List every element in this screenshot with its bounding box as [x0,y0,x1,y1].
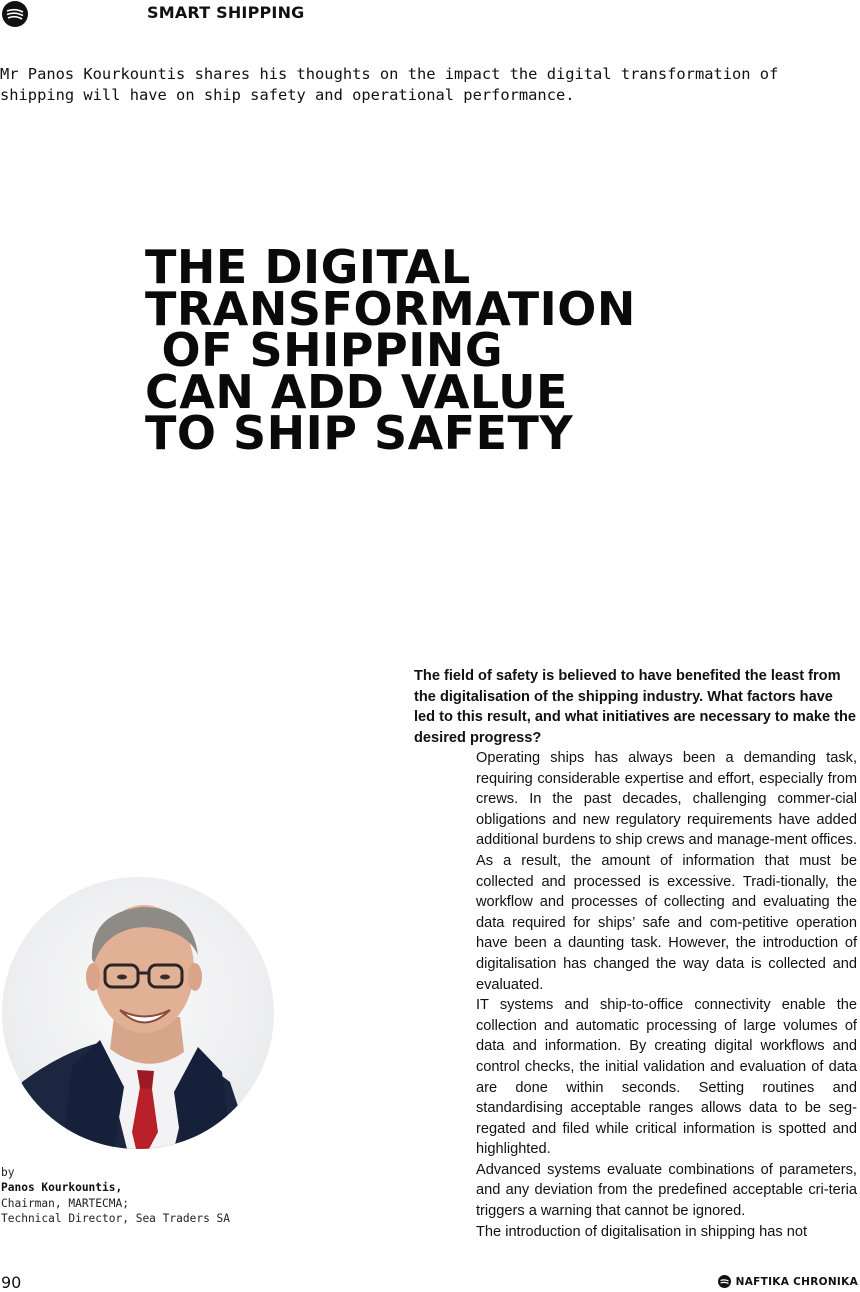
author-byline [1,1165,301,1227]
headline-line: CAN ADD VALUE [145,364,568,419]
headline-line: THE DIGITAL [145,240,471,294]
headline-line: TRANSFORMATION [145,281,636,336]
publication-name [718,1275,858,1288]
article-headline [145,240,705,460]
body-paragraph: Advanced systems evaluate combinations of parameters, and any deviation from the predefined acceptable cri-teria triggers a warning that cannot be ignored. [476,1161,857,1220]
body-paragraph: Operating ships has always been a demanding task, requiring considerable expertise and effort, especially from crews. In the past decades, challenging commer-cial obligations and new regulatory requirements have added additional burdens to ship crews and manage-ment offices. As a result, the amount of information that must be collected and processed is excessive. Tradi-tionally, the workflow and processes of collecting and evaluating the data required for ships’ safe and com-petitive operation have been a daunting task. However, the introduction of digitalisation has changed the way data is collected and evaluated. [476,750,858,993]
headline-line: TO SHIP SAFETY [145,406,574,460]
author-name: Panos Kourkountis, [1,1181,123,1195]
body-paragraph: IT systems and ship-to-office connectivity enable the collection and automatic processing of large volumes of data and information. By creating digital workflows and control checks, the initial validation and evaluation of data are done within seconds. Setting routines and standardising acceptable ranges allows data to be seg-regated and filed while critical information is spotted and highlighted. [476,997,857,1158]
page-number: 90 [1,1273,22,1292]
publication-label: NAFTIKA CHRONIKA [735,1275,858,1288]
author-portrait [2,877,274,1149]
article-lead: Mr Panos Kourkountis shares his thoughts on the impact the digital transformation of shipping will have on ship safety and operational performance. [0,65,779,104]
byline-prefix: by [1,1166,15,1179]
section-label: SMART SHIPPING [147,3,305,22]
naftika-logo-icon [718,1275,731,1288]
author-role: Chairman, MARTECMA; [1,1196,129,1210]
body-paragraph: The introduction of digitalisation in shipping has not [476,1223,808,1240]
article-body [476,748,857,1242]
wave-circle-icon [2,1,28,27]
author-role: Technical Director, Sea Traders SA [1,1212,231,1226]
interview-question: The field of safety is believed to have benefited the least from the digitalisation of the shipping industry. What factors have led to this result, and what initiatives are necessary to make the desired progress? [414,668,857,746]
headline-line: OF SHIPPING [145,323,504,377]
